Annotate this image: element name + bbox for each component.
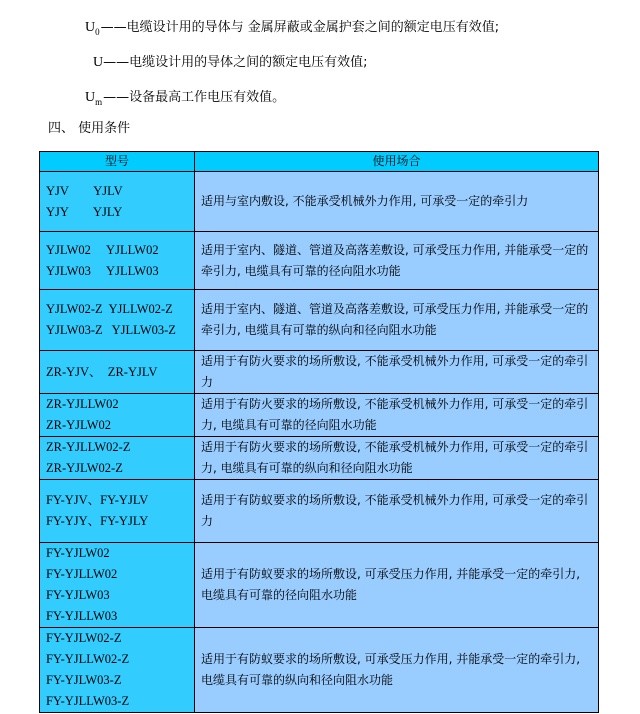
model-name: YJV YJLV — [46, 183, 123, 198]
model-cell — [40, 172, 195, 232]
usage-cell: 适用于室内、隧道、管道及高落差敷设, 可承受压力作用, 并能承受一定的牵引力, 电缆具有可靠的纵向和径向阻水功能 — [195, 290, 599, 351]
usage-cell: 适用于有防蚁要求的场所敷设, 不能承受机械外力作用, 可承受一定的牵引力 — [195, 480, 599, 543]
model-name: YJLW03-Z YJLLW03-Z — [46, 323, 176, 337]
usage-cell: 适用于有防火要求的场所敷设, 不能承受机械外力作用, 可承受一定的牵引力, 电缆具有可靠的径向阻水功能 — [195, 394, 599, 437]
model-name: ZR-YJLW02 — [46, 418, 112, 432]
usage-cell: 适用于室内、隧道、管道及高落差敷设, 可承受压力作用, 并能承受一定的牵引力, 电缆具有可靠的径向阻水功能 — [195, 232, 599, 290]
usage-conditions-table — [39, 151, 599, 713]
model-name: FY-YJY、FY-YJLY — [46, 514, 149, 528]
model-name: FY-YJLLW02-Z — [46, 652, 130, 666]
model-name: FY-YJLLW03 — [46, 609, 118, 623]
definition-um — [85, 90, 285, 106]
model-cell — [40, 232, 195, 290]
model-name: FY-YJLLW03-Z — [46, 694, 130, 708]
table-row — [40, 290, 599, 351]
model-cell — [40, 394, 195, 437]
definition-text: ——电缆设计用的导体之间的额定电压有效值; — [103, 55, 368, 70]
definition-symbol: U — [93, 55, 104, 70]
usage-cell: 适用于有防火要求的场所敷设, 不能承受机械外力作用, 可承受一定的牵引力, 电缆具有可靠的纵向和径向阻水功能 — [195, 437, 599, 480]
table-row — [40, 232, 599, 290]
header-model: 型号 — [40, 152, 195, 172]
model-name: FY-YJV、FY-YJLV — [46, 493, 149, 507]
model-cell — [40, 290, 195, 351]
model-cell — [40, 437, 195, 480]
model-name: YJLW02 YJLLW02 — [46, 242, 159, 257]
definition-u — [93, 55, 368, 71]
model-name: ZR-YJV、 ZR-YJLV — [46, 364, 158, 379]
model-name: FY-YJLW03-Z — [46, 673, 122, 687]
table-header-row — [40, 152, 599, 172]
usage-cell: 适用于有防蚁要求的场所敷设, 可承受压力作用, 并能承受一定的牵引力, 电缆具有可靠的径向阻水功能 — [195, 543, 599, 628]
usage-cell: 适用于有防火要求的场所敷设, 不能承受机械外力作用, 可承受一定的牵引力 — [195, 351, 599, 394]
model-name: FY-YJLW02-Z — [46, 631, 122, 645]
header-usage: 使用场合 — [195, 152, 599, 172]
definition-text: ——设备最高工作电压有效值。 — [103, 90, 286, 105]
definition-u0 — [85, 20, 499, 36]
definition-text: ——电缆设计用的导体与 金属屏蔽或金属护套之间的额定电压有效值; — [100, 20, 500, 35]
definition-symbol: U — [85, 20, 96, 35]
model-name: FY-YJLW03 — [46, 588, 110, 602]
table-body — [40, 172, 599, 713]
model-cell — [40, 351, 195, 394]
model-name: YJY YJLY — [46, 204, 123, 219]
model-name: ZR-YJLLW02-Z — [46, 440, 131, 454]
model-name: FY-YJLW02 — [46, 546, 110, 560]
model-cell — [40, 480, 195, 543]
model-name: YJLW03 YJLLW03 — [46, 263, 159, 278]
table-row — [40, 543, 599, 628]
section-heading: 四、 使用条件 — [48, 121, 131, 136]
table-row — [40, 437, 599, 480]
table-row — [40, 480, 599, 543]
usage-cell: 适用与室内敷设, 不能承受机械外力作用, 可承受一定的牵引力 — [195, 172, 599, 232]
model-name: FY-YJLLW02 — [46, 567, 118, 581]
definition-symbol: U — [85, 90, 96, 105]
usage-cell: 适用于有防蚁要求的场所敷设, 可承受压力作用, 并能承受一定的牵引力, 电缆具有可靠的纵向和径向阻水功能 — [195, 628, 599, 713]
table-row — [40, 628, 599, 713]
model-name: ZR-YJLLW02 — [46, 397, 119, 411]
table-row — [40, 172, 599, 232]
model-name: YJLW02-Z YJLLW02-Z — [46, 302, 173, 316]
definition-subscript: m — [95, 97, 103, 107]
model-name: ZR-YJLW02-Z — [46, 461, 123, 475]
table-row — [40, 351, 599, 394]
definition-subscript: 0 — [95, 27, 100, 37]
model-cell — [40, 543, 195, 628]
table-row — [40, 394, 599, 437]
model-cell — [40, 628, 195, 713]
